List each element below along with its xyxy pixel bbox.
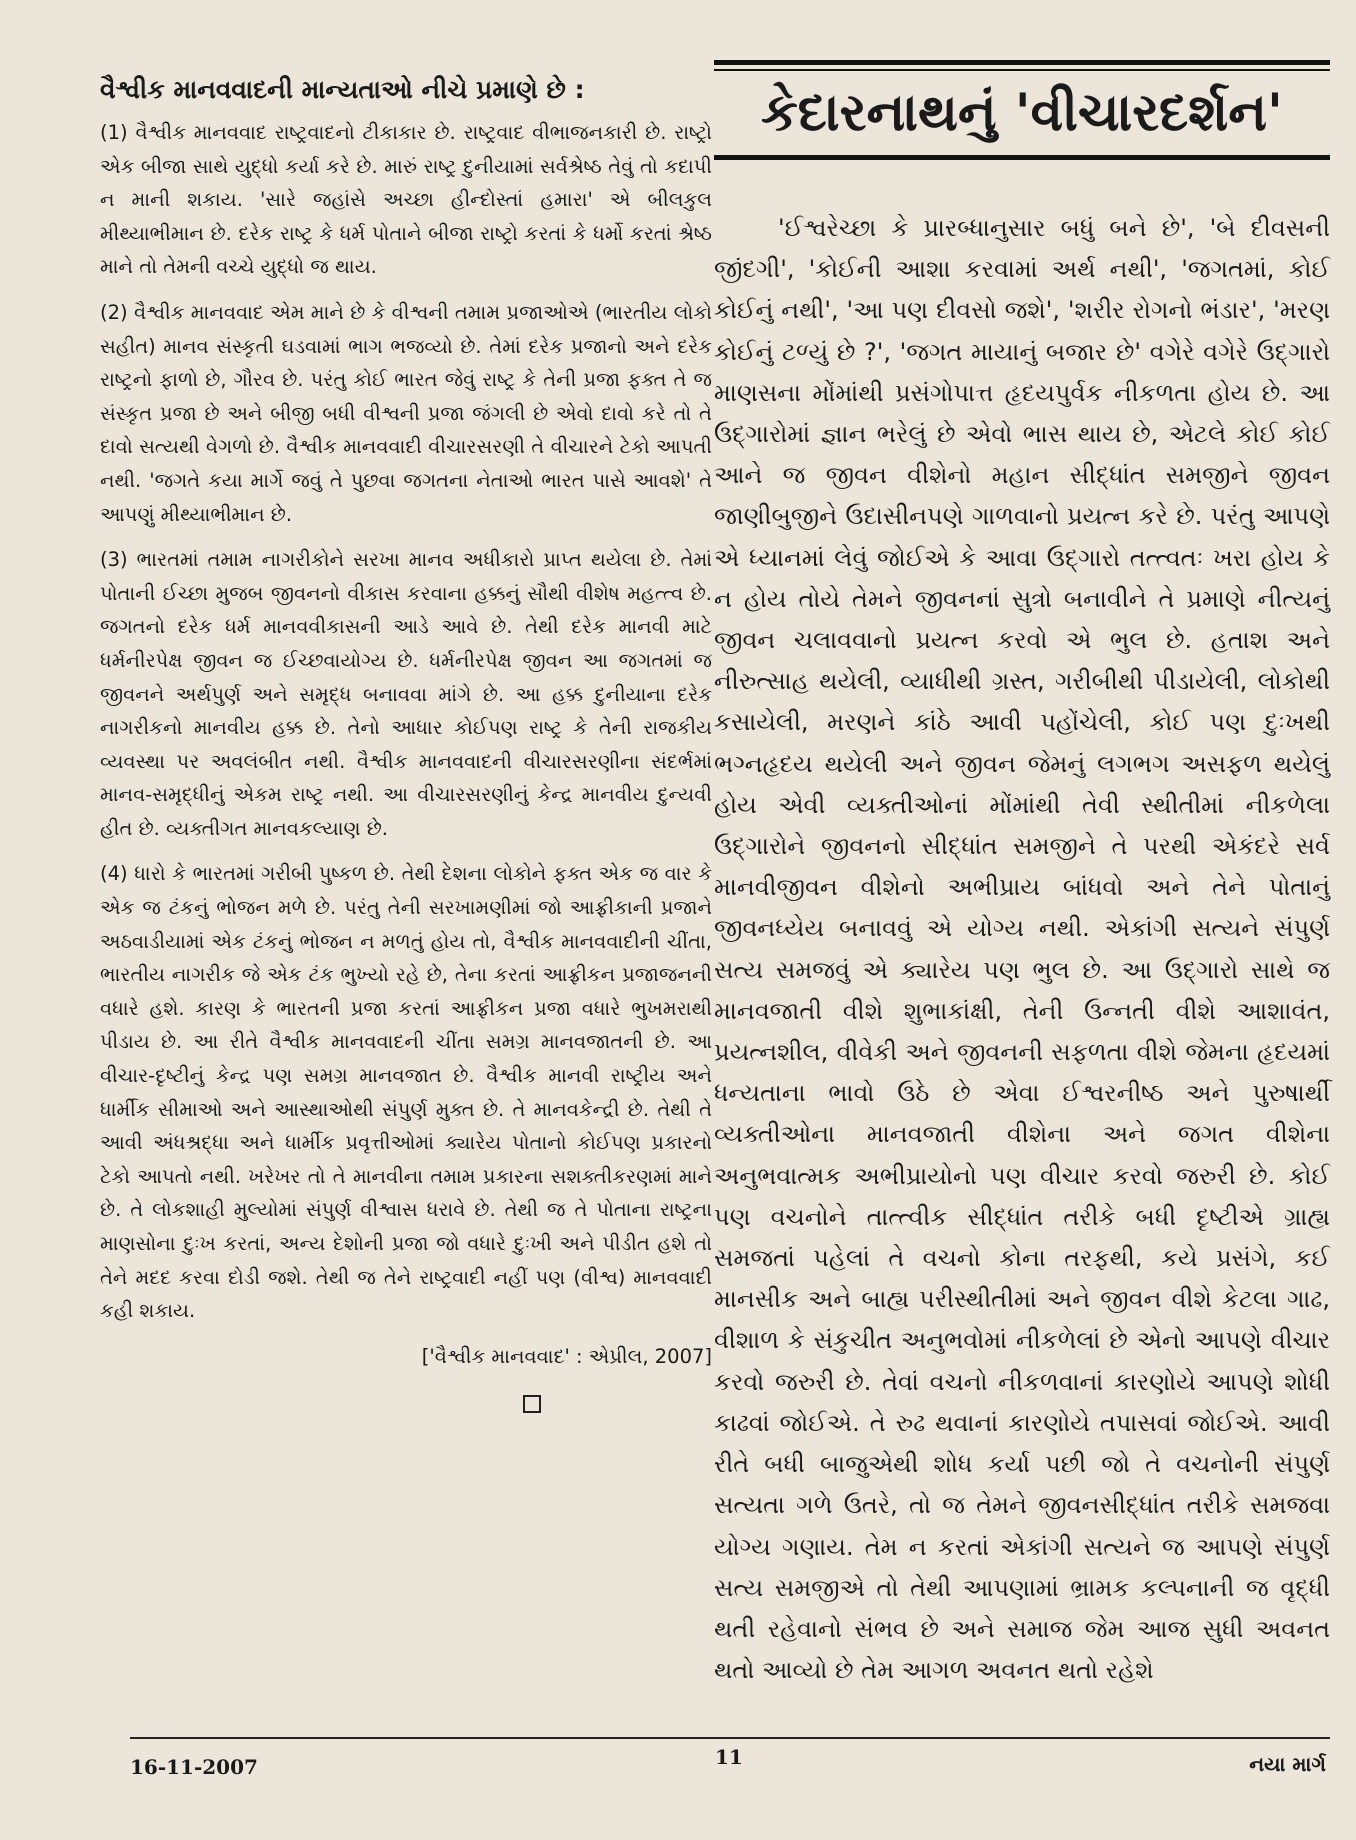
footer-divider — [130, 1737, 1330, 1739]
article-title: કેદારનાથનું 'વીચારદર્શન' — [761, 83, 1283, 143]
paragraph-2: (2) વૈશ્વીક માનવવાદ એમ માને છે કે વીશ્વની તમામ પ્રજાઓએ (ભારતીય લોકો સહીત) માનવ સંસ્કૃતી ઘડવામાં ભાગ ભજવ્યો છે. તેમાં દરેક પ્રજાનો અને દરેક રાષ્ટ્રનો ફાળો છે, ગૌરવ છે. પરંતુ કોઈ ભારત જેવું રાષ્ટ્ર કે તેની પ્રજા ફક્ત તે જ સંસ્કૃત પ્રજા છે અને બીજી બધી વીશ્વની પ્રજા જંગલી છે એવો દાવો કરે તો તે દાવો સત્યથી વેગળો છે. વૈશ્વીક માનવવાદી વીચારસરણી તે વીચારને ટેકો આપતી નથી. 'જગતે કયા માર્ગે જવું તે પુછવા જગતના નેતાઓ ભારત પાસે આવશે' તે આપણું મીથ્યાભીમાન છે. — [100, 300, 712, 526]
left-column — [100, 70, 712, 1413]
left-heading: વૈશ્વીક માનવવાદની માન્યતાઓ નીચે પ્રમાણે છે : — [100, 75, 585, 104]
paragraph-1: (1) વૈશ્વીક માનવવાદ રાષ્ટ્રવાદનો ટીકાકાર છે. રાષ્ટ્રવાદ વીભાજનકારી છે. રાષ્ટ્રો એક બીજા સાથે યુદ્ધો કર્યા કરે છે. મારું રાષ્ટ્ર દુનીયામાં સર્વશ્રેષ્ઠ તેવું તો કદાપી ન માની શકાય. 'સારે જહાંસે અચ્છા હીન્દોસ્તાં હમારા' એ બીલકુલ મીથ્યાભીમાન છે. દરેક રાષ્ટ્ર કે ધર્મ પોતાને બીજા રાષ્ટ્રો કરતાં કે ધર્મો કરતાં શ્રેષ્ઠ માને તો તેમની વચ્ચે યુદ્ધો જ થાય. — [100, 121, 712, 279]
end-of-article-square-icon — [523, 1395, 541, 1413]
paragraph-3: (3) ભારતમાં તમામ નાગરીકોને સરખા માનવ અધીકારો પ્રાપ્ત થયેલા છે. તેમાં પોતાની ઈચ્છા મુજબ જીવનનો વીકાસ કરવાના હક્કનું સૌથી વીશેષ મહત્ત્વ છે. જગતનો દરેક ધર્મ માનવવીકાસની આડે આવે છે. તેથી દરેક માનવી માટે ધર્મનીરપેક્ષ જીવન જ ઈચ્છવાયોગ્ય છે. ધર્મનીરપેક્ષ જીવન આ જગતમાં જ જીવનને અર્થપુર્ણ અને સમૃદ્ધ બનાવવા માંગે છે. આ હક્ક દુનીયાના દરેક નાગરીકનો માનવીય હક્ક છે. તેનો આધાર કોઈપણ રાષ્ટ્ર કે તેની રાજકીય વ્યવસ્થા પર અવલંબીત નથી. વૈશ્વીક માનવવાદની વીચારસરણીના સંદર્ભમાં માનવ-સમૃદ્ધીનું એકમ રાષ્ટ્ર નથી. આ વીચારસરણીનું કેન્દ્ર માનવીય દુન્યવી હીત છે. વ્યક્તીગત માનવકલ્યાણ છે. — [100, 548, 712, 840]
paragraph-4: (4) ધારો કે ભારતમાં ગરીબી પુષ્કળ છે. તેથી દેશના લોકોને ફક્ત એક જ વાર કે એક જ ટંકનું ભોજન મળે છે. પરંતુ તેની સરખામણીમાં જો આફ્રીકાની પ્રજાને અઠવાડીયામાં એક ટંકનું ભોજન ન મળતું હોય તો, વૈશ્વીક માનવવાદીની ચીંતા, ભારતીય નાગરીક જે એક ટંક ભુખ્યો રહે છે, તેના કરતાં આફ્રીકન પ્રજાજનની વધારે હશે. કારણ કે ભારતની પ્રજા કરતાં આફ્રીકન પ્રજા વધારે ભુખમરાથી પીડાય છે. આ રીતે વૈશ્વીક માનવવાદની ચીંતા સમગ્ર માનવજાતની છે. આ વીચાર-દૃષ્ટીનું કેન્દ્ર પણ સમગ્ર માનવજાત છે. વૈશ્વીક માનવી રાષ્ટ્રીય અને ધાર્મીક સીમાઓ અને આસ્થાઓથી સંપુર્ણ મુક્ત છે. તે માનવકેન્દ્રી છે. તેથી તે આવી અંધશ્રદ્ધા અને ધાર્મીક પ્રવૃત્તીઓમાં ક્યારેય પોતાનો કોઈપણ પ્રકારનો ટેકો આપતો નથી. ખરેખર તો તે માનવીના તમામ પ્રકારના સશક્તીકરણમાં માને છે. તે લોકશાહી મુલ્યોમાં સંપુર્ણ વીશ્વાસ ધરાવે છે. તેથી જ તે પોતાના રાષ્ટ્રના માણસોના દુઃખ કરતાં, અન્ય દેશોની પ્રજા જો વધારે દુઃખી અને પીડીત હશે તો તેને મદદ કરવા દોડી જશે. તેથી જ તેને રાષ્ટ્રવાદી નહીં પણ (વીશ્વ) માનવવાદી કહી શકાય. — [100, 862, 712, 1323]
right-column — [714, 60, 1330, 1691]
article-body: 'ઈશ્વરેચ્છા કે પ્રારબ્ધાનુસાર બધું બને છે', 'બે દીવસની જીંદગી', 'કોઈની આશા કરવામાં અર્થ નથી', 'જગતમાં, કોઈ કોઈનું નથી', 'આ પણ દીવસો જશે', 'શરીર રોગનો ભંડાર', 'મરણ કોઈનું ટળ્યું છે ?', 'જગત માયાનું બજાર છે' વગેરે વગેરે ઉદ્ગારો માણસના મોંમાંથી પ્રસંગોપાત્ત હૃદયપુર્વક નીકળતા હોય છે. આ ઉદ્ગારોમાં જ્ઞાન ભરેલું છે એવો ભાસ થાય છે, એટલે કોઈ કોઈ આને જ જીવન વીશેનો મહાન સીદ્ધાંત સમજીને જીવન જાણીબુજીને ઉદાસીનપણે ગાળવાનો પ્રયત્ન કરે છે. પરંતુ આપણે એ ધ્યાનમાં લેવું જોઈએ કે આવા ઉદ્ગારો તત્ત્વતઃ ખરા હોય કે ન હોય તોયે તેમને જીવનનાં સુત્રો બનાવીને તે પ્રમાણે નીત્યનું જીવન ચલાવવાનો પ્રયત્ન કરવો એ ભુલ છે. હતાશ અને નીરુત્સાહ થયેલી, વ્યાધીથી ગ્રસ્ત, ગરીબીથી પીડાયેલી, લોકોથી કસાયેલી, મરણને કાંઠે આવી પહોંચેલી, કોઈ પણ દુઃખથી ભગ્નહૃદય થયેલી અને જીવન જેમનું લગભગ અસફળ થયેલું હોય એવી વ્યક્તીઓનાં મોંમાંથી તેવી સ્થીતીમાં નીકળેલા ઉદ્ગારોને જીવનનો સીદ્ધાંત સમજીને તે પરથી એકંદરે સર્વ માનવીજીવન વીશેનો અભીપ્રાય બાંધવો અને તેને પોતાનું જીવનધ્યેય બનાવવું એ યોગ્ય નથી. એકાંગી સત્યને સંપુર્ણ સત્ય સમજવું એ ક્યારેય પણ ભુલ છે. આ ઉદ્ગારો સાથે જ માનવજાતી વીશે શુભાકાંક્ષી, તેની ઉન્નતી વીશે આશાવંત, પ્રયત્નશીલ, વીવેકી અને જીવનની સફળતા વીશે જેમના હૃદયમાં ધન્યતાના ભાવો ઉઠે છે એવા ઈશ્વરનીષ્ઠ અને પુરુષાર્થી વ્યક્તીઓના માનવજાતી વીશેના અને જગત વીશેના અનુભવાત્મક અભીપ્રાયોનો પણ વીચાર કરવો જરુરી છે. કોઈ પણ વચનોને તાત્ત્વીક સીદ્ધાંત તરીકે બધી દૃષ્ટીએ ગ્રાહ્ય સમજતાં પહેલાં તે વચનો કોના તરફથી, કયે પ્રસંગે, કઈ માનસીક અને બાહ્ય પરીસ્થીતીમાં અને જીવન વીશે કેટલા ગાઢ, વીશાળ કે સંકુચીત અનુભવોમાં નીકળેલાં છે એનો આપણે વીચાર કરવો જરુરી છે. તેવાં વચનો નીકળવાનાં કારણોયે આપણે શોધી કાઢવાં જોઈએ. તે રુઢ થવાનાં કારણોયે તપાસવાં જોઈએ. આવી રીતે બધી બાજુએથી શોધ કર્યા પછી જો તે વચનોની સંપુર્ણ સત્યતા ગળે ઉતરે, તો જ તેમને જીવનસીદ્ધાંત તરીકે સમજવા યોગ્ય ગણાય. તેમ ન કરતાં એકાંગી સત્યને જ આપણે સંપુર્ણ સત્ય સમજીએ તો તેથી આપણામાં ભ્રામક કલ્પનાની જ વૃદ્ધી થતી રહેવાનો સંભવ છે અને સમાજ જેમ આજ સુધી અવનત થતો આવ્યો છે તેમ આગળ અવનત થતો રહેશે — [714, 214, 1330, 1685]
publication-name: નયા માર્ગ — [1249, 1752, 1326, 1776]
title-rule-bottom — [714, 155, 1330, 160]
title-rule-top — [714, 60, 1330, 65]
source-citation: ['વૈશ્વીક માનવવાદ' : એપ્રીલ, 2007] — [421, 1344, 712, 1368]
page-number: 11 — [715, 1745, 743, 1769]
footer-date: 16-11-2007 — [130, 1755, 258, 1779]
